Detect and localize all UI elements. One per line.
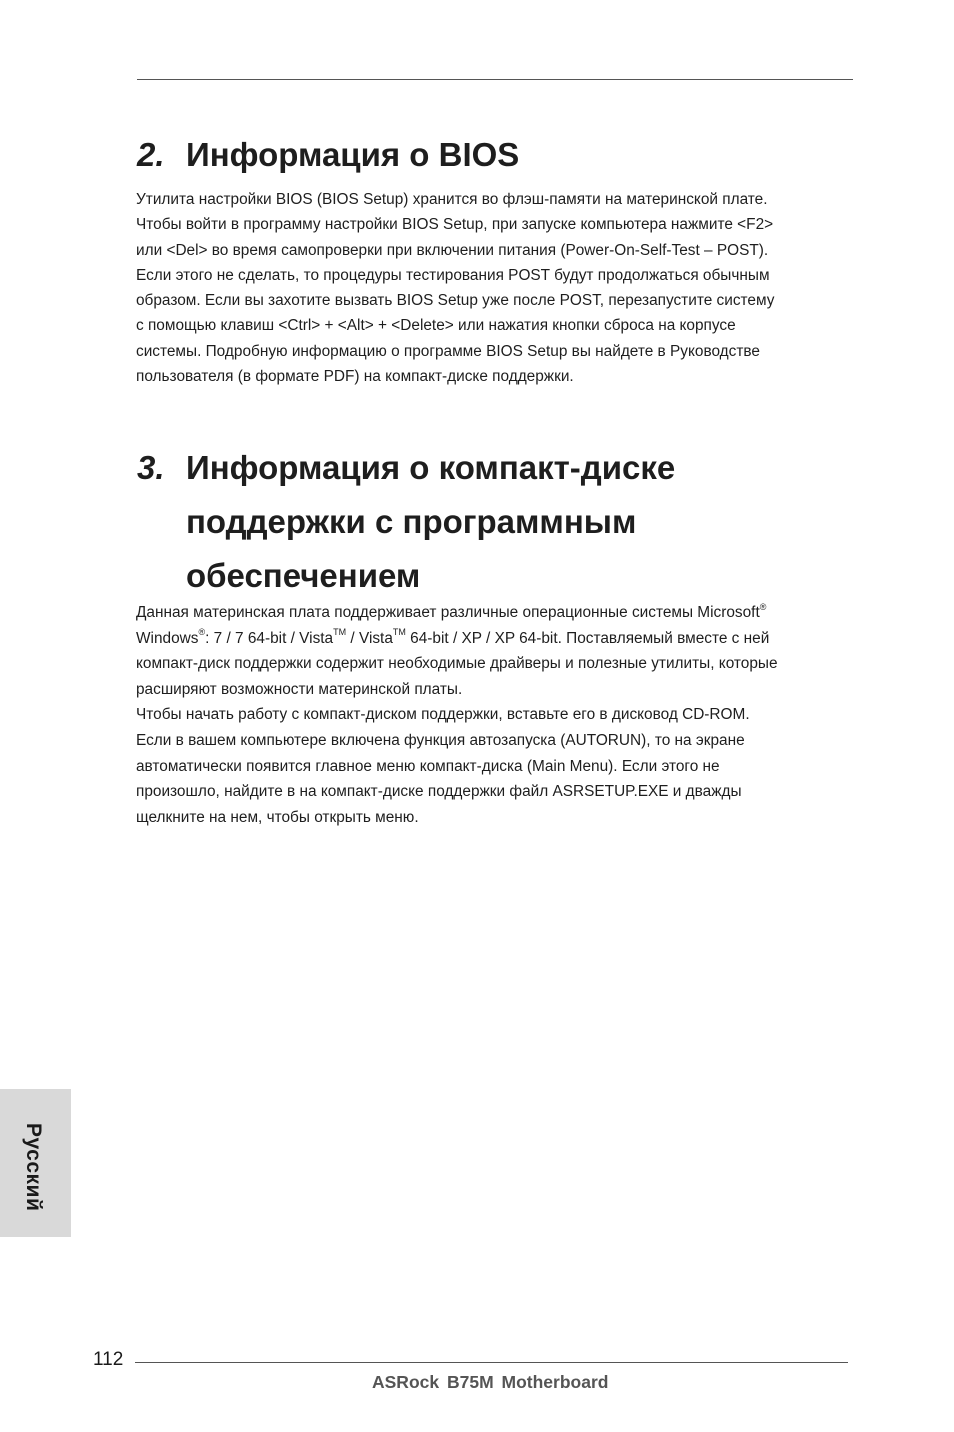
section-3-line: произошло, найдите в на компакт-диске поддержки файл ASRSETUP.EXE и дважды [136, 783, 742, 801]
bottom-divider [135, 1362, 848, 1363]
section-3-number: 3. [137, 449, 165, 486]
section-2-line: Утилита настройки BIOS (BIOS Setup) хранится во флэш-памяти на материнской плате. [136, 191, 768, 208]
os-versions-tail-text: 64-bit / XP / XP 64-bit. Поставляемый вместе с ней [405, 629, 770, 647]
top-divider [137, 79, 853, 80]
section-2-line: с помощью клавиш <Ctrl> + <Alt> + <Delete> или нажатия кнопки сброса на корпусе [136, 317, 736, 335]
section-2-line: Чтобы войти в программу настройки BIOS Setup, при запуске компьютера нажмите <F2> [136, 216, 774, 234]
footer-brand: ASRock B75M Motherboard [372, 1372, 609, 1392]
section-2-heading [137, 133, 519, 177]
os-versions-text: : 7 / 7 64-bit / Vista [205, 629, 334, 647]
language-side-tab [0, 1089, 71, 1237]
section-3-line: автоматически появится главное меню компакт-диска (Main Menu). Если этого не [136, 757, 720, 775]
trademark-mark: TM [333, 627, 347, 638]
page-number: 112 [93, 1349, 124, 1370]
section-2-line: системы. Подробную информацию о программе BIOS Setup вы найдете в Руководстве [136, 342, 760, 360]
section-3-line [136, 626, 856, 652]
section-3-title-line: Информация о компакт-диске [186, 449, 676, 486]
section-2-body [136, 187, 856, 389]
section-3-heading [137, 441, 675, 603]
windows-text: Windows [136, 629, 199, 647]
registered-mark: ® [759, 601, 767, 612]
section-2-line: образом. Если вы захотите вызвать BIOS Setup уже после POST, перезапустите систему [136, 292, 775, 310]
section-2-title: Информация о BIOS [186, 136, 520, 173]
section-3-line: Чтобы начать работу с компакт-диском поддержки, вставьте его в дисковод CD-ROM. [136, 706, 750, 724]
language-label: Русский [22, 1123, 45, 1212]
section-3-line [136, 600, 856, 626]
section-3-line: щелкните на нем, чтобы открыть меню. [136, 808, 419, 826]
section-2-line: или <Del> во время самопроверки при включении питания (Power-On-Self-Test – POST). [136, 241, 769, 259]
section-3-line: расширяют возможности материнской платы. [136, 680, 463, 698]
section-3-line: Если в вашем компьютере включена функция автозапуска (AUTORUN), то на экране [136, 731, 745, 749]
section-2-line: пользователя (в формате PDF) на компакт-диске поддержки. [136, 368, 574, 386]
registered-mark: ® [198, 627, 206, 638]
os-intro-text: Данная материнская плата поддерживает различные операционные системы Microsoft [136, 604, 760, 621]
section-3-title-line: поддержки с программным [186, 503, 637, 540]
section-3-title-line: обеспечением [186, 557, 421, 594]
section-3-line: компакт-диск поддержки содержит необходимые драйверы и полезные утилиты, которые [136, 655, 778, 673]
trademark-mark: TM [392, 627, 406, 638]
section-2-line: Если этого не сделать, то процедуры тестирования POST будут продолжаться обычным [136, 266, 770, 284]
vista-text: / Vista [346, 629, 393, 647]
section-3-body [136, 600, 856, 830]
section-2-number: 2. [137, 136, 165, 173]
